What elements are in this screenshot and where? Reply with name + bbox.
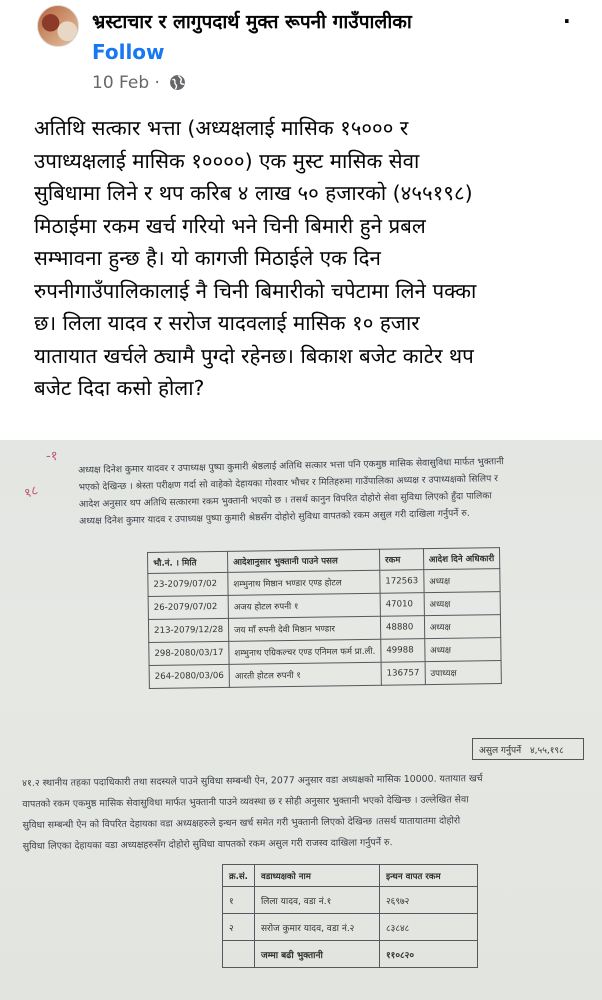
post-text-line: उपाध्यक्षलाई मासिक १००००) एक मुस्ट मासिक सेवा [34,148,420,173]
margin-mark: -१ [46,449,58,464]
table-cell: २६९७२ [379,887,477,914]
table-cell: आरती होटल रुपनी १ [229,662,381,687]
table-cell: जम्मा बढी भुक्तानी [254,941,379,968]
post-date[interactable]: 10 Feb · [92,73,160,93]
post-text-line: यातायात खर्चले ठ्यामै पुग्दो रहेनछ। बिकाश बजेट काटेर थप [34,343,474,368]
table-cell: 26-2079/07/02 [148,595,228,619]
table-header: वडाध्यक्षको नाम [254,865,379,887]
expense-table [147,547,502,689]
table-cell: अध्यक्ष [424,592,501,616]
post-header [0,0,602,100]
header-separator: · [563,9,571,33]
table-cell: अजय होटल रुपनी १ [228,593,380,618]
post-text [34,112,586,405]
table-cell: जय माँ रुपनी देवी मिष्ठान भण्डार [228,616,380,641]
follow-button[interactable]: Follow [92,40,165,64]
margin-mark: १८ [22,483,41,502]
table-cell: २ [223,914,255,941]
post-text-line: छ। लिला यादव र सरोज यादवलाई मासिक १० हजार [34,311,420,335]
document-line: सुविधा लिएका देहायका वडा अध्यक्षहरुसँग दोहोरो सुविधा वापतको रकम असुल गरी राजस्व दाखिला गर्नुपर्ने रु. [22,837,393,852]
table-cell: उपाध्यक्ष [425,661,502,685]
table-cell: 264-2080/03/06 [149,664,229,688]
document-line: आदेश अनुसार थप अतिथि सत्कारमा रकम भुक्तानी भएको छ । तसर्थ कानुन विपरित दोहोरो सेवा सुविधा लिएको हुँदा पालिका [78,490,492,510]
table-cell: १ [223,887,255,914]
globe-icon[interactable] [169,74,186,96]
recovery-total-box [472,738,584,760]
document-line: ४१.२ स्थानीय तहका पदाधिकारी तथा सदस्यले पाउने सुविधा सम्बन्धी ऐन, 2077 अनुसार वडा अध्यक्षको मासिक 10000. यतायात खर्च [22,773,483,789]
post-text-line: सम्भावना हुन्छ है। यो कागजी मिठाईले एक दिन [34,246,381,270]
table-header: क्र.सं. [223,865,255,887]
table-header: आदेशानुसार भुक्तानी पाउने पसल [228,549,380,572]
table-cell: सरोज कुमार यादव, वडा नं.२ [254,914,379,941]
post-photo[interactable] [0,440,602,1000]
table-cell: 23-2079/07/02 [148,572,228,596]
table-header: भौ.नं. । मिति [148,551,228,573]
table-cell: ११०८२० [379,941,477,968]
document-line: सुविधा सम्बन्धी ऐन को विपरित देहायका वडा अध्यक्षहरुले इन्धन खर्च समेत गरी भुक्तानी लिएको देखिन्छ ।तसर्थ यातायातमा दोहोरो [22,815,461,831]
recovery-total-label: असुल गर्नुपर्ने [479,746,522,756]
table-cell: 213-2079/12/28 [148,618,228,642]
table-cell [223,941,255,968]
table-cell: 47010 [380,593,424,617]
table-header-row [223,865,478,887]
table-cell: 49988 [381,639,425,663]
table-cell: अध्यक्ष [424,615,501,639]
document-line: अध्यक्ष दिनेश कुमार यादव र उपाध्यक्ष पुष्पा कुमारी श्रेष्ठसँग दोहोरो सुविधा वापतको रकम असुल गरी दाखिला गर्नुपर्ने रु. [79,507,470,527]
table-header: आदेश दिने अधिकारी [423,548,500,570]
document-line: अध्यक्ष दिनेश कुमार यादवर र उपाध्यक्ष पुष्पा कुमारी श्रेष्ठलाई अतिथि सत्कार भत्ता पनि एकमुष्ठ मासिक सेवासुविधा मार्फत भुक्तानी [78,456,504,476]
table-cell: शम्भुनाथ मिष्ठान भण्डार एण्ड होटल [228,570,380,595]
post-text-line: सुबिधामा लिने र थप करिब ४ लाख ५० हजारको (४५५१९८) [34,181,473,205]
post-text-line: बजेट दिदा कसो होला? [34,376,205,400]
table-row [149,661,501,689]
document-line: भएको देखिन्छ । श्रेस्ता परीक्षण गर्दा सो वाहेको देहायका गोश्वार भौचर र मितिहरुमा गाउँपालिका अध्यक्ष र उपाध्यक्षको सिलिप र [78,473,499,493]
table-total-row [223,941,478,968]
document-paragraph-1 [78,452,579,530]
recovery-total-value: ४,५५,१९८ [529,746,564,756]
table-cell: 48880 [380,616,424,640]
table-header: रकम [379,549,423,571]
document-line: वापतको रकम एकमुष्ठ मासिक सेवासुविधा मार्फत भुक्तानी पाउने व्यवस्था छ र सोही अनुसार भुक्तानी भएको देखिन्छ । उल्लेखित सेवा [22,794,469,810]
page-avatar[interactable] [37,5,79,47]
post-text-line: मिठाईमा रकम खर्च गरियो भने चिनी बिमारी हुने प्रबल [34,213,426,238]
table-header: इन्धन वापत रकम [379,865,477,887]
table-cell: लिला यादव, वडा नं.१ [254,887,379,914]
document-paragraph-2 [22,767,593,857]
table-cell: 298-2080/03/17 [149,641,229,665]
table-cell: ८३८४८ [379,914,477,941]
post-text-line: रुपनीगाउँपालिकालाई नै चिनी बिमारीको चपेटामा लिने पक्का [34,278,477,303]
post-meta [92,73,186,96]
table-cell: 172563 [380,570,424,594]
table-row [223,887,478,914]
table-row [223,914,478,941]
post-text-line: अतिथि सत्कार भत्ता (अध्यक्षलाई मासिक १५००० र [34,116,409,140]
table-cell: शम्भुनाथ एग्रिकल्चर एण्ड एनिमल फर्म प्रा.ली. [229,639,381,664]
table-cell: अध्यक्ष [424,638,501,662]
page-name[interactable]: भ्रस्टाचार र लागुपदार्थ मुक्त रूपनी गाउँपालीका [92,11,412,33]
fuel-table [222,864,478,968]
table-cell: अध्यक्ष [423,569,500,593]
table-cell: 136757 [381,662,425,686]
